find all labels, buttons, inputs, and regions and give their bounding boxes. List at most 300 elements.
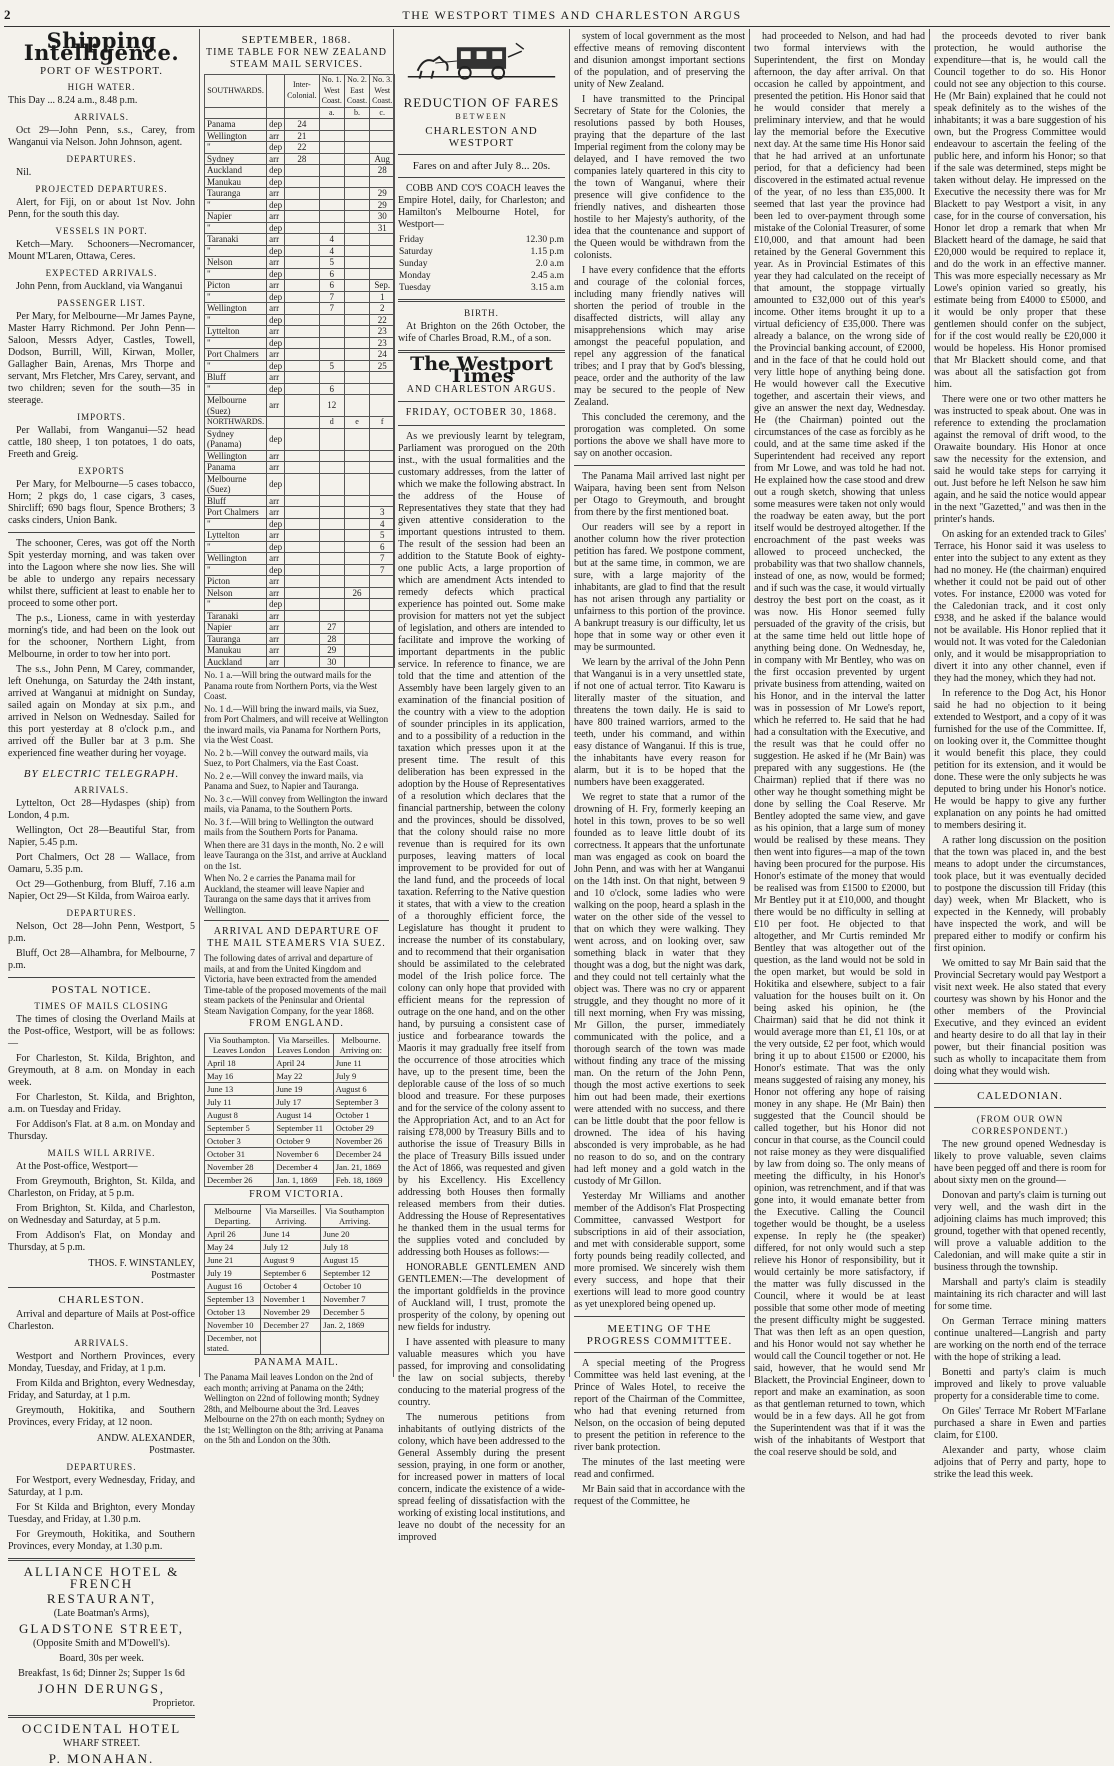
table-cell: May 16 [205,1070,274,1083]
table-cell: October 1 [333,1109,388,1122]
table-cell: June 14 [261,1228,321,1241]
meeting-para: Mr Bain said that in accordance with the request of the Committee, he [574,1484,745,1507]
table-cell [285,314,320,326]
table-cell: arr [267,372,285,384]
table-cell: July 11 [205,1096,274,1109]
caledonian-para: Alexander and party, whose claim adjoins that of Perry and party, hope to strike the lead this week. [934,1445,1106,1480]
vessels-heading: VESSELS IN PORT. [55,226,148,236]
table-cell [285,291,320,303]
table-cell: September 5 [205,1122,274,1135]
table-cell [344,462,369,474]
table-cell: April 26 [205,1228,261,1241]
table-cell [344,576,369,588]
table-cell: arr [267,462,285,474]
table-row [205,360,395,372]
table-cell: August 8 [205,1109,274,1122]
table-cell: arr [267,495,285,507]
table-cell: dep [267,245,285,257]
table-cell: Lyttelton [205,530,267,542]
coach-time: 3.15 a.m [531,283,564,293]
northwards-body [205,428,395,668]
table-row [205,222,395,234]
dateline: FRIDAY, OCTOBER 30, 1868. [405,407,558,418]
table-cell: arr [267,280,285,292]
southwards-body [205,119,395,417]
fares-line: Fares on and after July 8... 20s. [412,160,551,172]
table-cell [344,326,369,338]
table-cell: 5 [370,530,395,542]
table-cell [344,176,369,188]
table-header [267,417,285,429]
table-row [205,395,395,417]
table-cell: dep [267,473,285,495]
postal-line: For Addison's Flat. at 8 a.m. on Monday and Thursday. [8,1119,195,1142]
table-row [205,599,395,611]
ch-arrivals-heading: ARRIVALS. [73,1338,130,1348]
report-para: A rather long discussion on the position that the town was placed in, and the best means to adopt under the circumstances, took place, but it was eventually decided to postpone the discussion till Friday (this day) week, when Mr Blackett, who is expected in the Kennedy, will probably have inspected the work, and will be prepared either to modify or confirm his first opinion. [934,835,1106,954]
table-cell: dep [267,119,285,131]
table-cell [319,576,344,588]
table-cell [344,656,369,668]
table-cell [285,530,320,542]
table-row [205,165,395,177]
southwards-table [204,74,395,668]
table-row [205,188,395,200]
divider [398,299,565,302]
table-cell [285,587,320,599]
table-header [267,75,285,108]
table-cell: 22 [370,314,395,326]
table-cell: arr [267,576,285,588]
caledonian-para: Donovan and party's claim is turning out very well, and the wash dirt in the adjoining claims has much improved; this ground, together with that opened recently, will prove a valuable addition to the Caledonian, and will make quite a stir in business through the township. [934,1190,1106,1273]
table-cell [344,222,369,234]
from-england-heading: FROM ENGLAND. [249,1018,344,1029]
table-cell: October 4 [261,1280,321,1293]
postal-line: For Charleston, St. Kilda, and Brighton, a.m. on Tuesday and Friday. [8,1092,195,1115]
table-cell: 27 [319,622,344,634]
table-cell: arr [267,610,285,622]
table-row [205,530,395,542]
ad-line: (Opposite Smith and M'Dowell's). [33,1638,170,1649]
table-row [205,234,395,246]
timetable-note: No. 1 a.—Will bring the outward mails for the Panama route from Northern Ports, via the West Coast. [204,670,378,701]
table-cell: 6 [319,280,344,292]
table-cell [370,450,395,462]
table-row [205,1228,389,1241]
table-cell [370,495,395,507]
divider [398,154,565,155]
table-cell [285,622,320,634]
table-cell [285,564,320,576]
table-cell: June 19 [274,1083,333,1096]
table-row [205,326,395,338]
divider [398,177,565,178]
meeting-heading: MEETING OF THE PROGRESS COMMITTEE. [586,1323,733,1347]
table-cell: April 24 [274,1057,333,1070]
table-cell: Wellington [205,303,267,315]
table-cell [285,280,320,292]
table-cell: Tauranga [205,633,267,645]
table-row [205,553,395,565]
postal-line: The times of closing the Overland Mails at the Post-office, Westport, will be as follows:— [8,1014,195,1049]
table-cell: November 29 [261,1306,321,1319]
table-cell [319,130,344,142]
table-cell: Melbourne (Suez) [205,395,267,417]
coach-day: Friday [399,235,424,245]
table-cell: 5 [319,257,344,269]
table-cell: 12 [319,395,344,417]
table-cell: 4 [319,234,344,246]
report-para: the proceeds devoted to river bank protection, he would authorise the expenditure—that is, he would call the Council together to do so. His Honor could not see any objection to this course. He (Mr Bain) explained that he could not speak definitely as to the wishes of the inhabitants; it was a bare suggestion of his own, but the Progress Committee would endeavour to ascertain the feeling of the public here, and inform his Honor; so that if the sale was determined, steps might be taken without delay. He impressed on the Executive the necessity there was for Mr Blackett to pay Westport a visit, in any case, for in the course of conversation, his Honor let drop a remark that when Mr Blackett heard of the damage, he said that £20,000 would be required to replace it, and do the work in an effective manner. This was more especially necessary as Mr Lowe's opinion varied so greatly, his estimate being from £4000 to £5000, and it would be only proper that these gentlemen should confer on the subject, for if the cost would really be £20,000 it would be hopeless. His Honor promised that Mr Blackett should come, and that was about all the satisfaction got from him. [934,31,1106,390]
tel-arrival: Lyttelton, Oct 28—Hydaspes (ship) from London, 4 p.m. [8,798,195,821]
coach-body [398,234,565,294]
ad-line: WHARF STREET. [62,1738,141,1749]
table-cell: 6 [319,383,344,395]
table-header: Via Southampton. Leaves London [205,1034,274,1057]
fares-route: CHARLESTON AND WESTPORT [425,125,538,149]
table-row [205,130,395,142]
table-cell: 28 [370,165,395,177]
table-row [205,622,395,634]
ad-line: GLADSTONE STREET, [19,1621,184,1636]
table-row [205,541,395,553]
table-cell: Napier [205,622,267,634]
table-cell [285,656,320,668]
table-cell [344,495,369,507]
table-cell: 4 [370,518,395,530]
table-cell [319,495,344,507]
editorial-para: I have assented with pleasure to many valuable measures which you have passed, for improving and consolidating the law on social subjects, thereby conducing to the material progress of the country. [398,1337,565,1408]
table-cell [319,222,344,234]
victoria-table [204,1204,389,1355]
table-cell: November 10 [205,1319,261,1332]
high-water-heading: HIGH WATER. [67,82,136,92]
table-cell [344,507,369,519]
table-row [205,119,395,131]
divider [574,465,745,466]
table-cell [285,395,320,417]
table-row [205,518,395,530]
ch-departures-heading: DEPARTURES. [66,1462,137,1472]
table-cell: " [205,360,267,372]
table-cell: Taranaki [205,234,267,246]
table-cell [319,349,344,361]
table-cell [285,645,320,657]
table-cell: July 18 [321,1241,389,1254]
report-para: On asking for an extended track to Giles' Terrace, his Honor said it was useless to enter into the subject to any extent as they had no money. He (the chairman) enquired whether it could not be paid out of other votes. For instance, £2000 was voted for the Caledonian track, and it cost only £938, and he asked if the balance would not be available. His Honor replied that it would not. It was voted for the Caledonian only, and it would be misappropriation to divert it into any other channel, even if they had the money, which they had not. [934,529,1106,684]
table-cell [285,553,320,565]
table-cell [285,199,320,211]
ch-departure: For St Kilda and Brighton, every Monday Tuesday, and Friday, at 1.30 p.m. [8,1502,195,1525]
tel-arrival: Oct 29—Gothenburg, from Bluff, 7.16 a.m Napier, Oct 29—St Kilda, from Wairoa early. [8,879,195,902]
postmaster-title: Postmaster [151,1270,195,1281]
table-cell [370,142,395,154]
table-cell: October 10 [321,1280,389,1293]
northwards-header [205,417,395,429]
table-cell: dep [267,142,285,154]
table-cell [285,383,320,395]
table-header: NORTHWARDS. [205,417,267,429]
expected-heading: EXPECTED ARRIVALS. [45,268,158,278]
table-cell [285,303,320,315]
table-cell: arr [267,395,285,417]
table-cell [344,622,369,634]
table-cell: December 4 [274,1161,333,1174]
tel-departure: Bluff, Oct 28—Alhambra, for Melbourne, 7 p.m. [8,948,195,971]
table-row [205,1306,389,1319]
table-header: Inter-Colonial. [285,75,320,108]
table-cell [344,188,369,200]
table-cell [319,119,344,131]
table-cell: dep [267,541,285,553]
table-row [205,1135,389,1148]
table-header-row [205,1205,389,1228]
table-cell [285,349,320,361]
fares-title: REDUCTION OF FARES [403,95,560,110]
table-header: Via Marseilles. Leaves London [274,1034,333,1057]
table-header: Melbourne Departing. [205,1205,261,1228]
departures-text: Nil. [16,167,32,178]
column-meeting-report [750,29,930,1458]
ch-arrival: Greymouth, Hokitika, and Southern Provinces, every Friday, at 12 noon. [8,1405,195,1428]
table-cell: 4 [319,245,344,257]
table-header: SOUTHWARDS. [205,75,267,108]
table-cell [319,507,344,519]
exports-heading: EXPORTS [78,466,125,476]
table-header: No. 1. West Coast. [319,75,344,108]
table-row [205,473,395,495]
table-cell [285,326,320,338]
table-row [205,1319,389,1332]
ad-line: (Late Boatman's Arms), [53,1608,150,1619]
editorial-para: As we previously learnt by telegram, Parliament was prorogued on the 20th inst., with the usual formalities and the customary addresses, from the latter of which we make the following abstract. In the address of the House of Representatives they state that they had given attentive consideration to the important questions intrusted to them. The result of the session had been an addition to the Statute Book of eighty-one public Acts, a large proportion of which are amendment Acts intended to remedy defects which practical experience has pointed out. Some make provision for matters not yet the subject of legislation, and others are intended to facilitate and improve the working of important departments in the public service. In reference to finance, we are told that the time and attention of the Assembly have been largely given to an examination of the financial position of the country with a view to the adoption of sounder principles in its application, and to a possibility of a reduction in the taxation which presses upon it at the present time. The result of this deliberation has been expressed in the adoption by the House of Representatives of a resolution which declares that the financial partnership, between the colony and the provinces, should be dissolved, that the colony should raise no more revenue than is required for its own purposes, leaving matters of local improvement to be provided for out of the land fund, and the proceeds of local taxation. Referring to the Native question it states, that with a view to the creation of a thoroughly efficient force, the Legislature has thought it prudent to increase the number of its constabulary, and to recommend that their organisation should be assimilated to the celebrated model of the Irish police force. The colony can only hope that provided with efficient means for the repression of outrage on the one hand, and on the other hand, by pursuing a consistent case of justice and forbearance towards the Maoris it may gradually free itself from the occurrence of those atrocities which have, up to the present time, been the deplorable cause of the loss of so much blood and treasure. For these purposes and for the service of the colony assent to the Appropriation Act, and to an Act for raising £78,000 by Treasury Bills and to authorise the issue of Treasury Bills in the place of Treasury Bills issued under the Act of 1866, was requested and given by his Excellency. His Excellency addressing both Houses then formally released members from their duties. Addressing the House of Representatives he thanked them in the usual terms for the supplies voted and concluded by addressing both Houses as follows:— [398,431,565,1258]
running-title: THE WESTPORT TIMES AND CHARLESTON ARGUS [402,7,742,22]
table-cell: June 11 [333,1057,388,1070]
table-row [205,462,395,474]
table-cell [344,395,369,417]
coach-time: 2.0 a.m [535,259,564,269]
table-header-row [205,1034,389,1057]
table-cell: July 12 [261,1241,321,1254]
table-cell [319,165,344,177]
news-para: We regret to state that a rumor of the drowning of H. Fry, formerly keeping an hotel in this town, proves to be so well founded as to leave little doubt of its correctness. It appears that the unfortunate man was engaged as cook on board the John Penn, and was with her at Wanganui on the 14th inst. On that night, between 9 and 10 o'clock, some ladies who were walking on the poop, heard a splash in the water on the other side of the vessel to that on which they were walking. They went across, and on looking over, saw something black in water that they thought was a dog, but the night was dark, and they could not tell certainly what the object was. There was no cry or apparent struggle, and they thought no more of it till next morning, when Fry was missing, Mr Gillon, the purser, immediately communicated with the police, and a thorough search of the town was made without finding any trace of the missing man. On the return of the John Penn, though the most active exertions to seek him out had been made, their exertions were attended with no success, and there can be little doubt that the poor fellow is drowned. The idea of his having absconded is very improbable, as he had no reason to do so, and on the contrary had left money and a gold watch in the custody of Mr Gillon. [574,792,745,1187]
meeting-para: The minutes of the last meeting were read and confirmed. [574,1457,745,1480]
table-cell [319,326,344,338]
table-header-row [205,75,395,108]
table-cell: 26 [344,587,369,599]
table-cell: November 1 [261,1293,321,1306]
vessels-text: Ketch—Mary. Schooners—Necromancer, Mount M'Laren, Ottawa, Ceres. [8,239,195,262]
coach-day: Tuesday [399,283,431,293]
table-cell: Feb. 18, 1869 [333,1174,388,1187]
ch-arrival: Westport and Northern Provinces, every Monday, Tuesday, and Friday, at 1 p.m. [8,1351,195,1374]
table-cell [344,211,369,223]
table-cell: Nelson [205,257,267,269]
column-caledonian [930,29,1110,1480]
mails-arrive-line: At the Post-office, Westport— [16,1161,138,1172]
table-cell [319,337,344,349]
table-cell: June 20 [321,1228,389,1241]
table-row [205,1280,389,1293]
table-cell [285,360,320,372]
coach-time: 12.30 p.m [525,235,564,245]
table-row [205,1070,389,1083]
occidental-hotel-ad [8,1723,195,1765]
table-cell: Aug [370,153,395,165]
table-header: d [319,417,344,429]
table-header: e [344,417,369,429]
table-cell: 29 [370,188,395,200]
expected-text: John Penn, from Auckland, via Wanganui [16,281,183,292]
table-cell: " [205,599,267,611]
table-cell [285,462,320,474]
table-cell [285,222,320,234]
table-row [205,372,395,384]
table-cell [370,587,395,599]
timetable-title: TIME TABLE FOR NEW ZEALAND STEAM MAIL SERVICES. [206,47,387,70]
table-header: Via Southampton Arriving. [321,1205,389,1228]
table-header-row [205,417,395,429]
ad-line: RESTAURANT, [46,1591,157,1606]
table-cell: December 26 [205,1174,274,1187]
postal-line: For Charleston, St. Kilda, Brighton, and Greymouth, at 8 a.m. on Monday in each week. [8,1053,195,1088]
mails-arrive-heading: MAILS WILL ARRIVE. [47,1148,156,1158]
table-cell: December, not stated. [205,1332,261,1355]
table-cell [344,541,369,553]
table-cell: 28 [319,633,344,645]
table-cell [285,188,320,200]
table-cell [344,268,369,280]
table-cell: 29 [370,199,395,211]
caledonian-heading: CALEDONIAN. [977,1090,1063,1102]
table-cell: dep [267,428,285,450]
table-cell: arr [267,530,285,542]
projected-heading: PROJECTED DEPARTURES. [35,184,168,194]
table-cell: September 12 [321,1267,389,1280]
table-cell: April 18 [205,1057,274,1070]
table-header [285,417,320,429]
table-cell: arr [267,633,285,645]
column-shipping [4,28,200,1766]
table-row [205,1332,389,1355]
table-row [205,507,395,519]
table-cell [344,473,369,495]
table-row [205,1254,389,1267]
table-cell: Picton [205,576,267,588]
table-cell [319,314,344,326]
table-cell: 21 [285,130,320,142]
table-cell [344,450,369,462]
divider [8,977,195,978]
table-cell [344,291,369,303]
table-cell: dep [267,599,285,611]
table-cell: May 24 [205,1241,261,1254]
coach-time: 1.15 p.m [530,247,564,257]
table-cell: dep [267,564,285,576]
table-cell: 30 [319,656,344,668]
coach-engraving-icon [398,33,565,89]
table-cell: arr [267,656,285,668]
table-cell: July 9 [333,1070,388,1083]
report-para: We omitted to say Mr Bain said that the Provincial Secretary would pay Westport a visit next week. He also stated that every courtesy was shown by his Honor and the other members of the Provincial Executive, and they evinced an evident and hearty desire to do all that lay in their power, but their financial position was such as wholly to incapacitate them from doing what they would wish. [934,958,1106,1077]
table-row [205,495,395,507]
table-cell: 29 [319,645,344,657]
table-cell [319,518,344,530]
table-cell [285,541,320,553]
table-cell [319,142,344,154]
report-para: had proceeded to Nelson, and had had two formal interviews with the Superintendent, the first on Monday afternoon, the day after arrival. On that occasion he called by appointment, and presented the petition. His Honor said that he would consider that merely a preliminary interview, and that he would lay the memorial before the Executive next day. At the same time His Honor said that he had arrived at an unfortunate period, for that a deficiency had been discovered in the estimated actual revenue of the year, of no less than £35,000. It seemed that last year the province had been led to over-payment through some mistake of the Colonial Treasurer, of some £10,000, and that amount had been retained by the General Government this year. As in Provincial Estimates of this year they had calculated on the receipt of that amount, the stoppage virtually amounted to £32,000 out of this year's income. Other items brought it up to a virtual deficiency of £35,000. There was already a balance, on the wrong side of the Provincial banking account, of £2000, and in the face of that he could hold out very little hope of anything being done. He would however call the Executive together, and ascertain their views, and give an answer the next day, Wednesday. He (the Chairman) pointed out the circumstances of the case as forcibly as he could, and at the same time asked if the Superintendent had received any report from Mr Lowe, and was told he had not. He explained how the case stood and drew out a rough sketch, showing that unless some measures were taken not only would the roadway be eaten away, but the port itself would be destroyed altogether. If the encroachment of the past weeks was allowed to proceed unchecked, the probability was that two shallow channels, instead of one, as now, would be formed; and if such was the case, it would virtually destroy the best port on the coast, as it was now. His Honor seemed fully persuaded of the gravity of the crisis, but at the same time held out little hope of anything being done. On Wednesday, he, in company with Mr Bentley, who was on the first occasion prevented by urgent private business from attending, waited on his Honor, and in the interval the latter was in possession of Mr Lowe's report, which he referred to. He said that he had had a consultation with the Executive, and the result was that he could offer no suggestion. He asked if he (Mr Bain) was prepared with any suggestions. He (the Chairman) replied that if there was no other way he thought something might be done by selling the Coal Reserve. Mr Bentley adopted the same view, and gave as his opinion, that a large sum of money would be realised by these means. They then went into figures—a map of the town having been procured for the purpose. His Honor's estimate of the money that would be realised was from £1500 to £2000, but Mr Bentley put it at £10,000, and thought there would be no difficulty in selling at £10 per foot. He objected to that altogether, and Mr Curtis reminded Mr Bentley that was altogether out of the question, as the land would not be sold in the open market, but would be sold in Hokitika and elsewhere, subject to a fair valuation for the houses built on it. On being asked his opinion, he (the Chairman) said that he did not think it would average more than £1, £1 10s, or at the very outside, £2 per foot, which would bring it up to about £1500 or £2000, his Honor's estimate. That was the only means suggested of raising any money, his Honor not offering any hope of raising money in any shape. He (Mr Bain) then suggested that the Council should be called together, but his Honor did not concur in that course, as the Council could not raise money as they were disqualified by law from doing so. The only means of meeting the difficulty, in his Honor's opinion, was retrenchment, and if that was gone into, it would emanate better from the Executive. Calling the Council together would be thought, be a useless expense. In reply he (the speaker) differed, for not only would such a step relieve his Honor of responsibility, but it would certainly be more satisfactory, if the matter was fully discussed in the Council, where it would be at least possible that some other mode of meeting the present difficulty might be suggested. That was then left as an open question, and his Honor would not say whether he would call the Council together or not. He said, however, that he would send Mr Blackett, the Provincial Engineer, down to report and make an examination, as soon as that gentleman returned to town, which would be in a few days. All he got from the Superintendent was that if it was the wish of the inhabitants of Westport that the coal reserve should be sold, and [754,31,925,1458]
table-cell [285,234,320,246]
table-cell [285,372,320,384]
meeting-para: A special meeting of the Progress Committee was held last evening, at the Prince of Wales Hotel, to receive the report of the Chairman of the Committee, who had that evening returned from Nelson, on the occasion of being deputed to present the petition in reference to the river bank protection. [574,1358,745,1453]
table-cell [319,473,344,495]
table-cell [285,450,320,462]
table-cell: August 16 [205,1280,261,1293]
table-cell: arr [267,349,285,361]
ad-line: Proprietor. [152,1698,195,1709]
table-cell: Manukau [205,645,267,657]
ad-line: ALLIANCE HOTEL & FRENCH [23,1564,180,1591]
timetable-note: No. 3 c.—Will convey from Wellington the inward mails, via Panama, to the Southern Ports. [204,793,388,814]
caledonian-para: Marshall and party's claim is steadily maintaining its rich character and will last for some time. [934,1277,1106,1312]
table-header-row [205,107,395,119]
table-cell: Sep. [370,280,395,292]
table-header: a. [319,107,344,119]
imports-text: Per Wallabi, from Wanganui—52 head cattle, 180 sheep, 1 ton potatoes, 1 do oats, Freeth and Greig. [8,425,195,460]
editorial-para: The numerous petitions from inhabitants of outlying districts of the colony, which have been addressed to the General Assembly during the present session, praying, in one form or another, for increased power in matters of local concern, indicate the existence of a wide-spread feeling of dissatisfaction with the working of existing local institutions, and leave no doubt of the necessity for an improved [398,1412,565,1543]
exports-text: Per Mary, for Melbourne—5 cases tobacco, Horn; 2 pkgs do, 1 case cigars, 3 cases, Shircliff; 690 bags flour, Spence Brothers; 3 casks cinders, Union Bank. [8,479,195,526]
table-row [205,349,395,361]
ad-line: Board, 30s per week. [59,1653,144,1664]
table-cell [285,473,320,495]
timetable-note: When there are 31 days in the month, No. 2 e will leave Tauranga on the 31st, and arrive at Auckland on the 1st. [204,839,387,871]
table-cell [319,372,344,384]
table-cell: 7 [370,564,395,576]
table-cell [344,428,369,450]
table-row [205,153,395,165]
table-cell: November 6 [274,1148,333,1161]
table-cell [319,153,344,165]
table-row [205,199,395,211]
table-cell: arr [267,553,285,565]
table-cell [285,610,320,622]
caledonian-para: On Giles' Terrace Mr Robert M'Farlane purchased a share in Ewen and parties claim, for £100. [934,1406,1106,1441]
table-cell [285,176,320,188]
table-row [205,291,395,303]
table-row [205,656,395,668]
table-cell [344,610,369,622]
table-cell: 30 [370,211,395,223]
table-cell [344,372,369,384]
table-cell: dep [267,291,285,303]
news-para: system of local government as the most effective means of removing discontent and disunion amongst important sections of the population, and of preserving the unity of New Zealand. [574,31,745,90]
coach-notice: COBB AND CO'S COACH leaves the Empire Hotel, daily, for Charleston; and Hamilton's Melbourne Hotel, for Westport— [398,183,565,230]
table-cell [285,507,320,519]
ad-line: Breakfast, 1s 6d; Dinner 2s; Supper 1s 6d [18,1668,185,1679]
table-cell: 28 [285,153,320,165]
coach-day: Sunday [399,259,428,269]
report-para: There were one or two other matters he was instructed to speak about. One was in reference to extending the proclamation against the removal of drift wood, to the Orawaite boundary. His Honor at once saw the necessity for the extension, and said he would take steps for carrying it out. Just before he left Nelson he saw him again, and he said the notice would appear in the next "Gazetted," and was then in the printer's hands. [934,394,1106,525]
table-cell [370,428,395,450]
ad-line: P. MONAHAN. [48,1751,155,1766]
table-cell [370,234,395,246]
table-cell [344,599,369,611]
ad-line: OCCIDENTAL HOTEL [21,1721,182,1736]
table-cell [285,495,320,507]
tel-arrival: Wellington, Oct 28—Beautiful Star, from Napier, 5.45 p.m. [8,825,195,848]
table-row [205,257,395,269]
table-cell [344,245,369,257]
